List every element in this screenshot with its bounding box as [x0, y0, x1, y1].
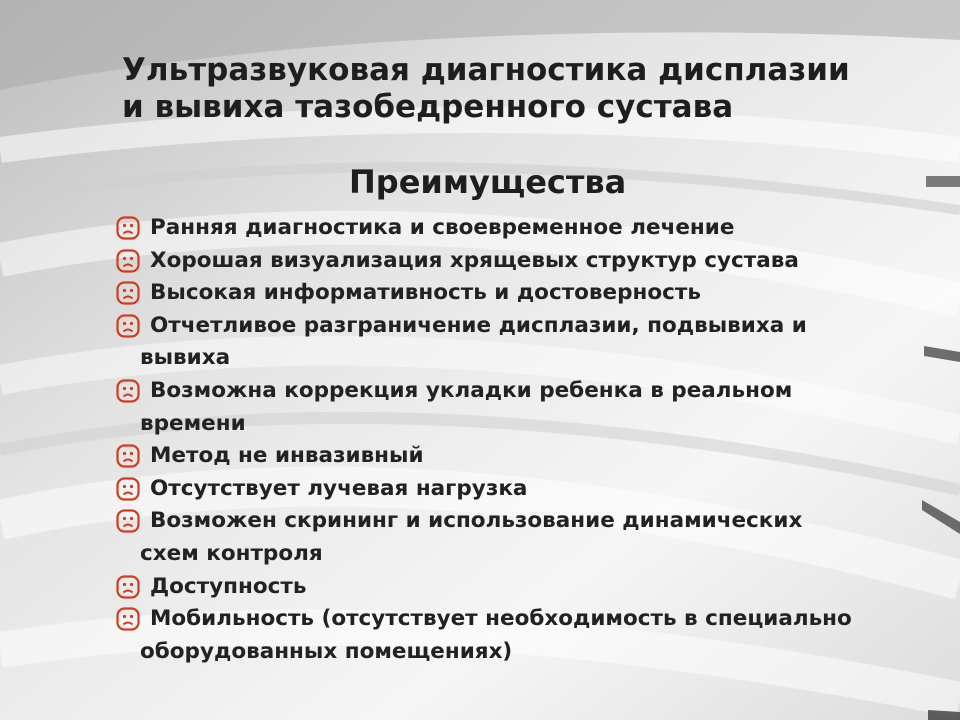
sad-face-icon: [116, 509, 140, 533]
list-item-text: Возможна коррекция укладки ребенка в реальном: [150, 377, 793, 403]
advantages-list: [128, 212, 948, 668]
list-item-text: Хорошая визуализация хрящевых структур сустава: [150, 247, 799, 273]
list-item-text: Метод не инвазивный: [150, 443, 424, 469]
list-item-text: Отчетливое разграничение дисплазии, подвывиха и: [150, 312, 807, 338]
list-item: [116, 310, 948, 375]
sad-face-icon: [116, 216, 140, 240]
section-heading: Преимущества: [349, 163, 627, 201]
list-item-text: Ранняя диагностика и своевременное лечение: [150, 215, 735, 240]
list-item: [116, 571, 948, 604]
list-item: [116, 603, 948, 668]
slide-title: [122, 52, 942, 126]
list-item-text-continued: времени: [140, 410, 246, 436]
list-item: [116, 245, 948, 278]
list-item-text-continued: вывиха: [140, 345, 231, 371]
list-item-text-continued: схем контроля: [140, 540, 323, 566]
sad-face-icon: [116, 575, 140, 599]
list-item-text: Отсутствует лучевая нагрузка: [150, 475, 528, 501]
sad-face-icon: [116, 314, 140, 338]
list-item-text: Мобильность (отсутствует необходимость в специально: [150, 606, 852, 632]
list-item-text-continued: оборудованных помещениях): [140, 638, 513, 664]
list-item: [116, 440, 948, 473]
list-item: [116, 277, 948, 310]
list-item-text: Высокая информативность и достоверность: [150, 280, 701, 306]
sad-face-icon: [116, 281, 140, 305]
sad-face-icon: [116, 477, 140, 501]
slide-title-line-1: Ультразвуковая диагностика дисплазии: [122, 52, 850, 88]
sad-face-icon: [116, 607, 140, 631]
sad-face-icon: [116, 444, 140, 468]
list-item: [116, 505, 948, 570]
list-item: [116, 375, 948, 440]
sad-face-icon: [116, 249, 140, 273]
list-item-text: Возможен скрининг и использование динамических: [150, 508, 803, 534]
list-item: [116, 473, 948, 506]
slide-title-line-2: и вывиха тазобедренного сустава: [122, 89, 734, 125]
list-item-text: Доступность: [150, 573, 307, 599]
list-item: [116, 212, 948, 245]
sad-face-icon: [116, 379, 140, 403]
